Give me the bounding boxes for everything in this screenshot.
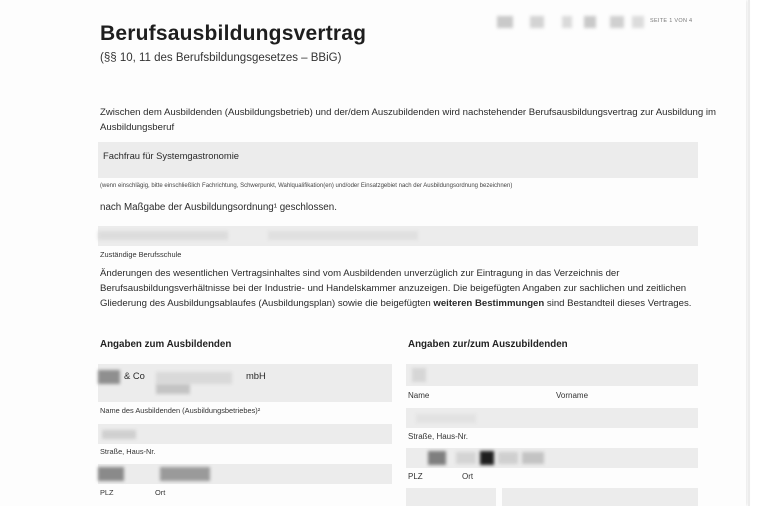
- page-number: SEITE 1 VON 4: [650, 18, 693, 24]
- trainer-name-fragment-2: mbH: [246, 370, 266, 381]
- trainer-zip-label: PLZ: [100, 488, 114, 497]
- trainer-name-label: Name des Ausbildenden (Ausbildungsbetriebes)²: [100, 406, 261, 415]
- trainee-zip-city-field[interactable]: [406, 448, 698, 468]
- occupation-field[interactable]: [98, 142, 698, 178]
- trainer-zip-city-field[interactable]: [98, 464, 392, 484]
- vocational-school-field[interactable]: [98, 226, 698, 246]
- trainer-street-label: Straße, Haus-Nr.: [100, 447, 156, 456]
- trainer-name-fragment-1: & Co: [124, 370, 145, 381]
- trainee-zip-label: PLZ: [408, 472, 423, 481]
- document-subtitle: (§§ 10, 11 des Berufsbildungsgesetzes – BBiG): [100, 52, 342, 64]
- trainer-city-label: Ort: [155, 488, 166, 497]
- regulation-text: nach Maßgabe der Ausbildungsordnung¹ geschlossen.: [100, 202, 337, 213]
- trainee-name-field[interactable]: [406, 364, 698, 386]
- trainee-birthplace-field[interactable]: [502, 488, 698, 506]
- trainer-heading: Angaben zum Ausbildenden: [100, 339, 232, 350]
- trainee-birthdate-field[interactable]: [406, 488, 496, 506]
- document-title: Berufsausbildungsvertrag: [100, 22, 367, 45]
- intro-text: Zwischen dem Ausbildenden (Ausbildungsbetrieb) und der/dem Auszubildenden wird nachstehender Berufsausbildungsvertrag zur Ausbildung im Ausbildungsberuf: [100, 107, 716, 133]
- trainee-heading: Angaben zur/zum Auszubildenden: [408, 339, 568, 350]
- trainee-firstname-label: Vorname: [556, 391, 589, 400]
- occupation-note: (wenn einschlägig, bitte einschließlich Fachrichtung, Schwerpunkt, Wahlqualifikation(en) und/oder Einsatzgebiet nach der Ausbildungsordnung bezeichnen): [100, 183, 513, 189]
- trainee-street-field[interactable]: [406, 408, 698, 428]
- trainee-name-label: Name: [408, 391, 430, 400]
- vocational-school-label: Zuständige Berufsschule: [100, 250, 182, 259]
- trainee-city-label: Ort: [462, 472, 474, 481]
- trainer-street-field[interactable]: [98, 424, 392, 444]
- trainee-street-label: Straße, Haus-Nr.: [408, 432, 469, 441]
- changes-text: Änderungen des wesentlichen Vertragsinhaltes sind vom Ausbildenden unverzüglich zur Eintragung in das Verzeichnis der Berufsausbildungsverhältnisse bei der Industrie- und Handelskammer anzuzeigen. Die beigefügten Angaben zur sachlichen und zeitlichen Gliederung des Ausbildungsablaufes (Ausbildungsplan) sowie die beigefügten weiteren Bestimmungen sind Bestandteil dieses Vertrages.: [100, 268, 692, 309]
- occupation-value: Fachfrau für Systemgastronomie: [103, 150, 239, 161]
- trainer-name-field[interactable]: [98, 364, 392, 402]
- page-edge: [748, 0, 750, 506]
